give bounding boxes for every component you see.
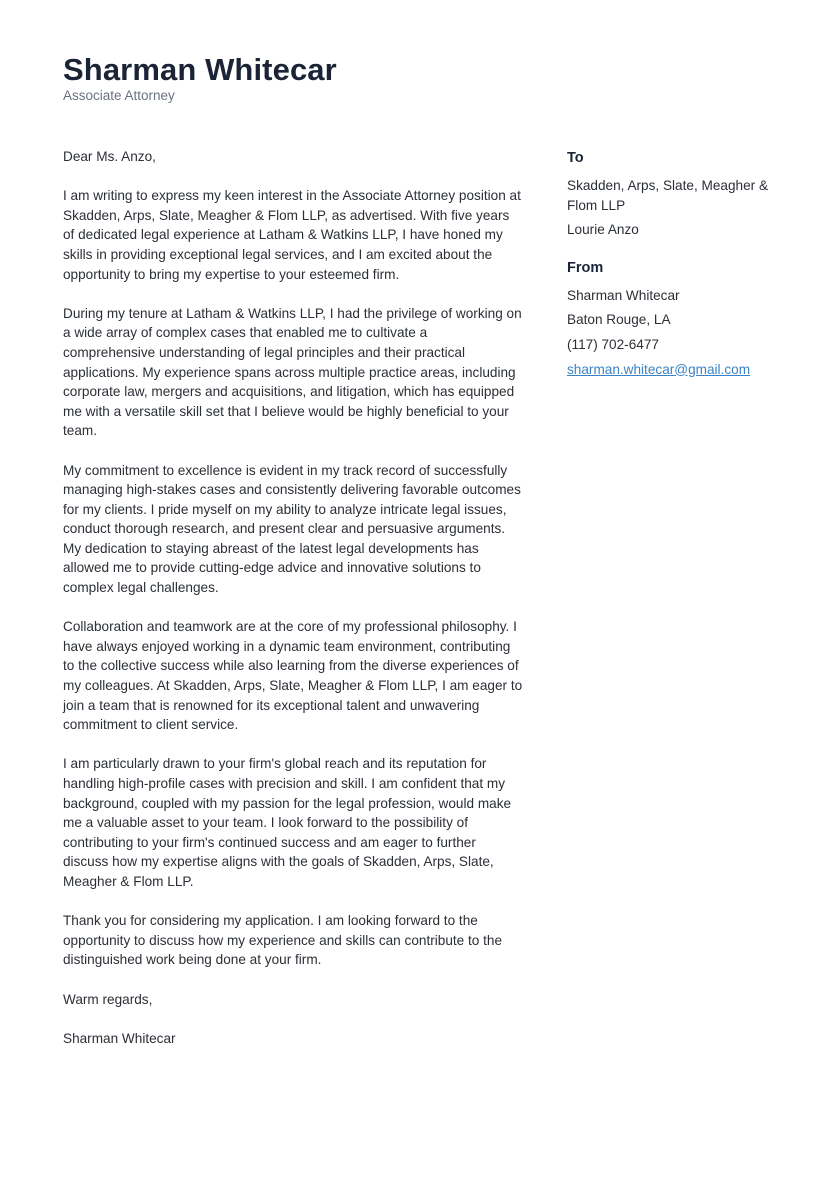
letter-paragraph: During my tenure at Latham & Watkins LLP, I had the privilege of working on a wide array of complex cases that enabled me to cultivate a comprehensive understanding of legal principles and their practical applications. My experience spans across multiple practice areas, including corporate law, mergers and acquisitions, and litigation, which has equipped me with a versatile skill set that I believe would be highly beneficial to your team.	[63, 305, 522, 439]
applicant-title: Associate Attorney	[63, 88, 175, 103]
letter-paragraph: I am writing to express my keen interest in the Associate Attorney position at Skadden, Arps, Slate, Meagher & Flom LLP, as advertised. With five years of dedicated legal experience at Latham & Watkins LLP, I have honed my skills in providing exceptional legal services, and I am excited about the opportunity to bring my expertise to your esteemed firm.	[63, 188, 521, 282]
recipient-contact: Lourie Anzo	[567, 222, 639, 238]
sender-heading: From	[567, 259, 604, 276]
letter-paragraph: Collaboration and teamwork are at the core of my professional philosophy. I have always enjoyed working in a dynamic team environment, contributing to the collective success while also learning from the diverse experiences of my colleagues. At Skadden, Arps, Slate, Meagher & Flom LLP, I am eager to join a team that is renowned for its exceptional talent and unwavering commitment to client service.	[63, 619, 523, 733]
letter-header	[63, 52, 337, 104]
sender-email-link[interactable]: sharman.whitecar@gmail.com	[567, 361, 751, 377]
sender-section	[567, 258, 787, 379]
letter-signature: Sharman Whitecar	[63, 1030, 176, 1046]
contact-sidebar	[567, 148, 787, 397]
recipient-section	[567, 148, 787, 240]
letter-closing: Warm regards,	[63, 991, 153, 1007]
letter-paragraph: Thank you for considering my application. I am looking forward to the opportunity to discuss how my experience and skills can contribute to the distinguished work being done at your firm.	[63, 913, 503, 968]
sender-name: Sharman Whitecar	[567, 287, 680, 303]
sender-location: Baton Rouge, LA	[567, 312, 671, 328]
applicant-name: Sharman Whitecar	[63, 52, 337, 87]
sender-phone: (117) 702-6477	[567, 336, 659, 352]
letter-body	[63, 147, 523, 1068]
recipient-company: Skadden, Arps, Slate, Meagher & Flom LLP	[567, 178, 769, 213]
sender-email-row	[567, 360, 787, 380]
recipient-heading: To	[567, 150, 584, 166]
letter-paragraph: I am particularly drawn to your firm's global reach and its reputation for handling high-profile cases with precision and skill. I am confident that my background, coupled with my passion for the legal profession, would make me a valuable asset to your team. I look forward to the possibility of contributing to your firm's continued success and am eager to further discuss how my expertise aligns with the goals of Skadden, Arps, Slate, Meagher & Flom LLP.	[63, 756, 512, 889]
letter-greeting: Dear Ms. Anzo,	[63, 149, 156, 164]
letter-paragraph: My commitment to excellence is evident in my track record of successfully managing high-stakes cases and consistently delivering favorable outcomes for my clients. I pride myself on my ability to analyze intricate legal issues, conduct thorough research, and present clear and persuasive arguments. My dedication to staying abreast of the latest legal developments has allowed me to provide cutting-edge advice and innovative solutions to complex legal challenges.	[63, 462, 521, 596]
